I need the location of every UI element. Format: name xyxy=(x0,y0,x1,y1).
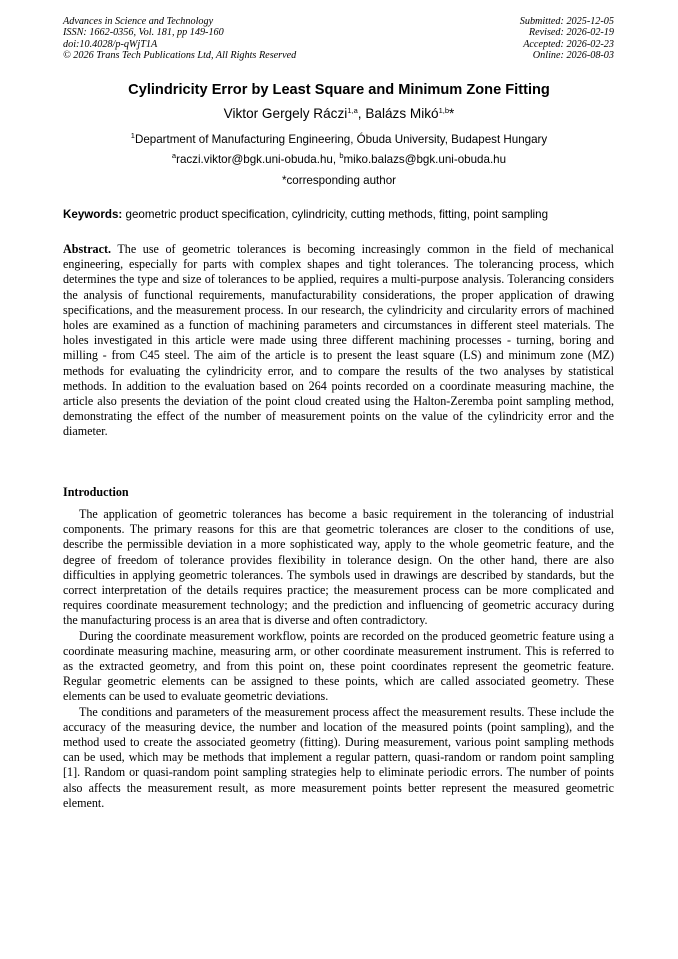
introduction-body xyxy=(63,507,614,811)
author-emails xyxy=(0,153,678,166)
abstract-text: The use of geometric tolerances is becoming increasingly common in the field of mechanical engineering, especially for parts with complex shapes and tight tolerances. The tolerancing process, which determines the type and size of tolerances to be applied, requires a multi-purpose analysis. Tolerancing considers the analysis of functional requirements, manufacturability considerations, the proper application of drawing specifications, and the measurement process. In our research, the cylindricity and circularity errors of machined holes are examined as a function of machining parameters and circumstances in different steel materials. The holes investigated in this article were made using three different machining processes - turning, boring and milling - from C45 steel. The aim of the article is to present the least square (LS) and minimum zone (MZ) methods for evaluating the cylindricity error, and to compare the results of the two analyses by statistical methods. In addition to the evaluation based on 264 points recorded on a coordinate measuring machine, the article also presents the deviation of the point cloud created using the Halton-Zeremba point sampling method, demonstrating the effect of the number of measurement points on the value of the cylindricity error and the diameter. xyxy=(63,242,614,439)
email-a-link[interactable]: raczi.viktor@bgk.uni-obuda.hu xyxy=(176,153,333,166)
keywords-label: Keywords: xyxy=(63,208,123,221)
journal-doi[interactable]: doi:10.4028/p-qWjT1A xyxy=(63,38,158,50)
paper-title: Cylindricity Error by Least Square and Minimum Zone Fitting xyxy=(128,82,550,98)
author-2-name: Balázs Mikó xyxy=(365,106,439,121)
section-heading-introduction: Introduction xyxy=(63,485,129,499)
journal-issn: ISSN: 1662-0356, Vol. 181, pp 149-160 xyxy=(63,27,224,39)
keywords-text: geometric product specification, cylindricity, cutting methods, fitting, point sampling xyxy=(122,208,549,221)
abstract xyxy=(63,242,614,440)
date-accepted: Accepted: 2026-02-23 xyxy=(523,38,614,50)
corresponding-mark: * xyxy=(449,106,455,121)
submission-dates xyxy=(520,16,614,62)
email-separator: , xyxy=(332,153,340,166)
intro-paragraph: The application of geometric tolerances has become a basic requirement in the tolerancing of industrial components. The primary reasons for this are that geometric tolerances are closer to the conditions of use, describe the permissible deviation in a more sophisticated way, apply to the whole geometric feature, and the degree of freedom of tolerance provides flexibility in tolerance design. On the other hand, there are also difficulties in applying geometric tolerances. The symbols used in drawings are described by standards, but the correct interpretation of the details requires practice; the measurement process can be more complicated and requires coordinate measurement technology; and the prediction and influencing of geometric accuracy during the manufacturing process is an area that is diverse and often contradictory. xyxy=(63,507,614,628)
affiliation-text: Department of Manufacturing Engineering, Óbuda University, Budapest Hungary xyxy=(134,133,548,146)
email-b-link[interactable]: miko.balazs@bgk.uni-obuda.hu xyxy=(343,153,507,166)
author-separator: , xyxy=(357,106,366,121)
date-online: Online: 2026-08-03 xyxy=(532,50,614,62)
journal-name: Advances in Science and Technology xyxy=(63,16,214,27)
date-submitted: Submitted: 2025-12-05 xyxy=(519,16,614,27)
author-list xyxy=(0,106,678,121)
affiliation xyxy=(0,133,678,146)
email-a-sup: a xyxy=(171,151,177,160)
intro-paragraph: The conditions and parameters of the measurement process affect the measurement results. These include the accuracy of the measuring device, the number and location of the measured points (point sampling), and the method used to create the associated geometry (fitting). During measurement, various point sampling methods can be used, which may be methods that implement a regular pattern, quasi-random or random point sampling [1]. Random or quasi-random point sampling strategies help to eliminate periodic errors. The number of points also affects the measurement result, as more measurement points better represent the measured geometric element. xyxy=(63,704,614,810)
affiliation-sup: 1 xyxy=(130,131,135,140)
intro-paragraph: During the coordinate measurement workflow, points are recorded on the produced geometric feature using a coordinate measuring machine, measuring arm, or other coordinate measurement instrument. This is referred to as the extracted geometry, and from this point on, these point coordinates represent the geometric feature. Regular geometric elements can be assigned to these points, which are called associated geometry. These elements can be used to evaluate geometric deviations. xyxy=(63,628,614,704)
keywords xyxy=(63,208,615,221)
author-1-sup: 1,a xyxy=(347,106,358,115)
author-2-sup: 1,b xyxy=(438,106,450,115)
email-b-sup: b xyxy=(339,151,344,160)
date-revised: Revised: 2026-02-19 xyxy=(528,27,614,39)
abstract-label: Abstract. xyxy=(63,242,112,256)
journal-copyright: © 2026 Trans Tech Publications Ltd, All Rights Reserved xyxy=(63,50,297,62)
corresponding-note: *corresponding author xyxy=(281,174,397,187)
author-1-name: Viktor Gergely Ráczi xyxy=(223,106,348,121)
journal-info xyxy=(63,16,296,62)
